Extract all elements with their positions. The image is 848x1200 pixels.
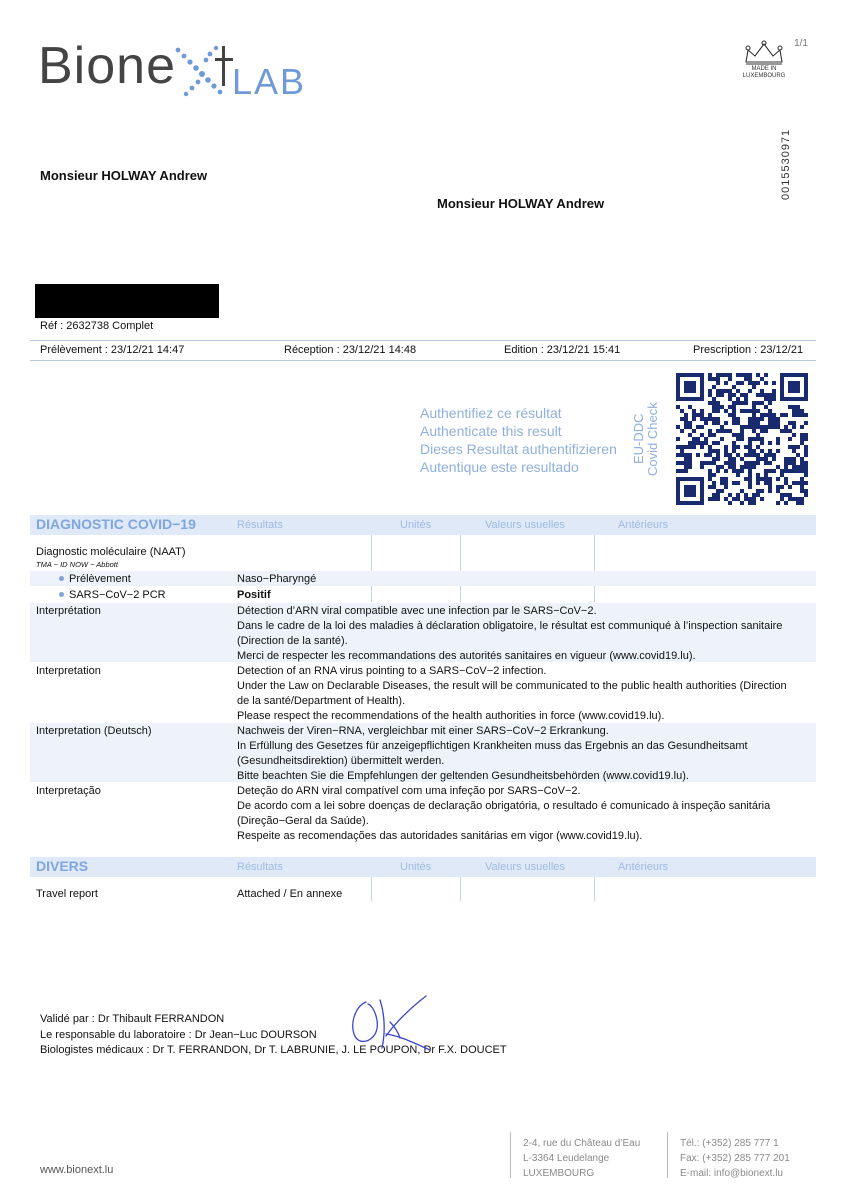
bionext-logo-text: Bione [38, 37, 176, 95]
date-reception: Réception : 23/12/21 14:48 [284, 344, 417, 356]
test-name: Diagnostic moléculaire (NAAT) [36, 546, 186, 558]
row-value-pcr: Positif [237, 589, 271, 601]
col-divider [371, 535, 372, 602]
col-divider [460, 877, 461, 901]
col-anterieurs: Antérieurs [618, 519, 669, 531]
date-prelevement: Prélèvement : 23/12/21 14:47 [40, 344, 185, 356]
interp-text-de: Nachweis der Viren−RNA, vergleichbar mit einer SARS−CoV−2 Erkrankung. In Erfüllung des Gesetzes für anzeigepflichtigen Krankheiten muss das Ergebnis an das Gesundheitsamt (Gesundheitsdirektion) übermittelt werden. Bitte beachten Sie die Empfehlungen der geltenden Gesundheitsbehörden (www.covid19.lu). [237, 725, 748, 782]
row-value-travel: Attached / En annexe [237, 888, 343, 900]
row-label-travel: Travel report [36, 888, 98, 900]
interp-label-en: Interpretation [36, 665, 101, 677]
date-edition: Edition : 23/12/21 15:41 [504, 344, 621, 356]
document-number: 0015530971 [780, 128, 792, 200]
col-divider [594, 877, 595, 901]
col-unites: Unités [400, 519, 432, 531]
lab-logo-text: LAB [232, 61, 307, 102]
col-valeurs: Valeurs usuelles [485, 519, 565, 531]
footer-divider [510, 1132, 511, 1178]
biologists: Biologistes médicaux : Dr T. FERRANDON, Dr T. LABRUNIE, J. LE POUPON, Dr F.X. DOUCET [40, 1044, 507, 1056]
bullet-icon [59, 576, 64, 581]
handwritten-signature [346, 992, 442, 1054]
date-prescription: Prescription : 23/12/21 [693, 344, 804, 356]
section-title-divers: DIVERS [36, 858, 89, 874]
col-divider [371, 877, 372, 901]
authenticate-text: Authentifiez ce résultat Authenticate this result Dieses Resultat authentifizieren Autentique este resultado [420, 405, 617, 475]
divider [30, 360, 816, 361]
reference: Réf : 2632738 Complet [40, 320, 154, 332]
col-unites: Unités [400, 861, 432, 873]
patient-name-address: Monsieur HOLWAY Andrew [437, 196, 605, 211]
section-title-covid: DIAGNOSTIC COVID−19 [36, 516, 196, 532]
interp-label-fr: Interprétation [36, 605, 101, 617]
interp-label-pt: Interpretação [36, 785, 101, 797]
qr-code[interactable] [676, 373, 808, 505]
footer-address: 2-4, rue du Château d’Eau L-3364 Leudelange LUXEMBOURG [523, 1138, 641, 1179]
row-label-pcr: SARS−CoV−2 PCR [69, 589, 166, 601]
col-resultats: Résultats [237, 519, 283, 531]
col-divider [594, 535, 595, 602]
crown-icon [742, 40, 786, 66]
footer-website[interactable]: www.bionext.lu [40, 1164, 114, 1176]
interp-text-en: Detection of an RNA virus pointing to a SARS−CoV−2 infection. Under the Law on Declarable Diseases, the result will be communicated to the public health authorities (Direction de la santé/Department of Health). Please respect the recommendations of the health authorities in force (www.covid19.lu). [237, 665, 787, 722]
patient-name: Monsieur HOLWAY Andrew [40, 168, 208, 183]
divider [30, 340, 816, 341]
redacted-block [35, 284, 219, 318]
lab-manager: Le responsable du laboratoire : Dr Jean−Luc DOURSON [40, 1028, 317, 1041]
col-divider [460, 535, 461, 602]
interp-label-de: Interpretation (Deutsch) [36, 725, 152, 737]
interp-text-pt: Deteção do ARN viral compatível com uma infeção por SARS−CoV−2. De acordo com a lei sobre doenças de declaração obrigatória, o resultado é comunicado à inspeção sanitária (Direção−Geral da Saúde). Respeite as recomendações das autoridades sanitárias em vigor (www.covid19.lu). [237, 785, 771, 842]
interp-text-fr: Détection d’ARN viral compatible avec une infection par le SARS−CoV−2. Dans le cadre de la loi des maladies à déclaration obligatoire, le résultat est communiqué à l’inspection sanitaire (Direction de la santé). Merci de respecter les recommandations des autorités sanitaires en vigueur (www.covid19.lu). [237, 605, 783, 662]
bionext-logo-dots [170, 40, 240, 106]
col-resultats: Résultats [237, 861, 283, 873]
bullet-icon [59, 592, 64, 597]
col-valeurs: Valeurs usuelles [485, 861, 565, 873]
test-method: TMA − ID NOW − Abbott [36, 560, 118, 569]
footer-divider [667, 1132, 668, 1178]
validated-by: Validé par : Dr Thibault FERRANDON [40, 1013, 225, 1025]
row-value-prelevement: Naso−Pharyngé [237, 573, 317, 585]
row-band [30, 571, 816, 586]
page-number: 1/1 [794, 38, 808, 49]
row-label-prelevement: Prélèvement [69, 573, 131, 585]
eu-dcc-label: EU-DDC Covid Check [631, 402, 660, 476]
footer-contact: Tél.: (+352) 285 777 1 Fax: (+352) 285 777 201 E-mail: info@bionext.lu [680, 1138, 790, 1179]
col-anterieurs: Antérieurs [618, 861, 669, 873]
made-in-luxembourg-badge: MADE IN LUXEMBOURG [734, 40, 794, 90]
